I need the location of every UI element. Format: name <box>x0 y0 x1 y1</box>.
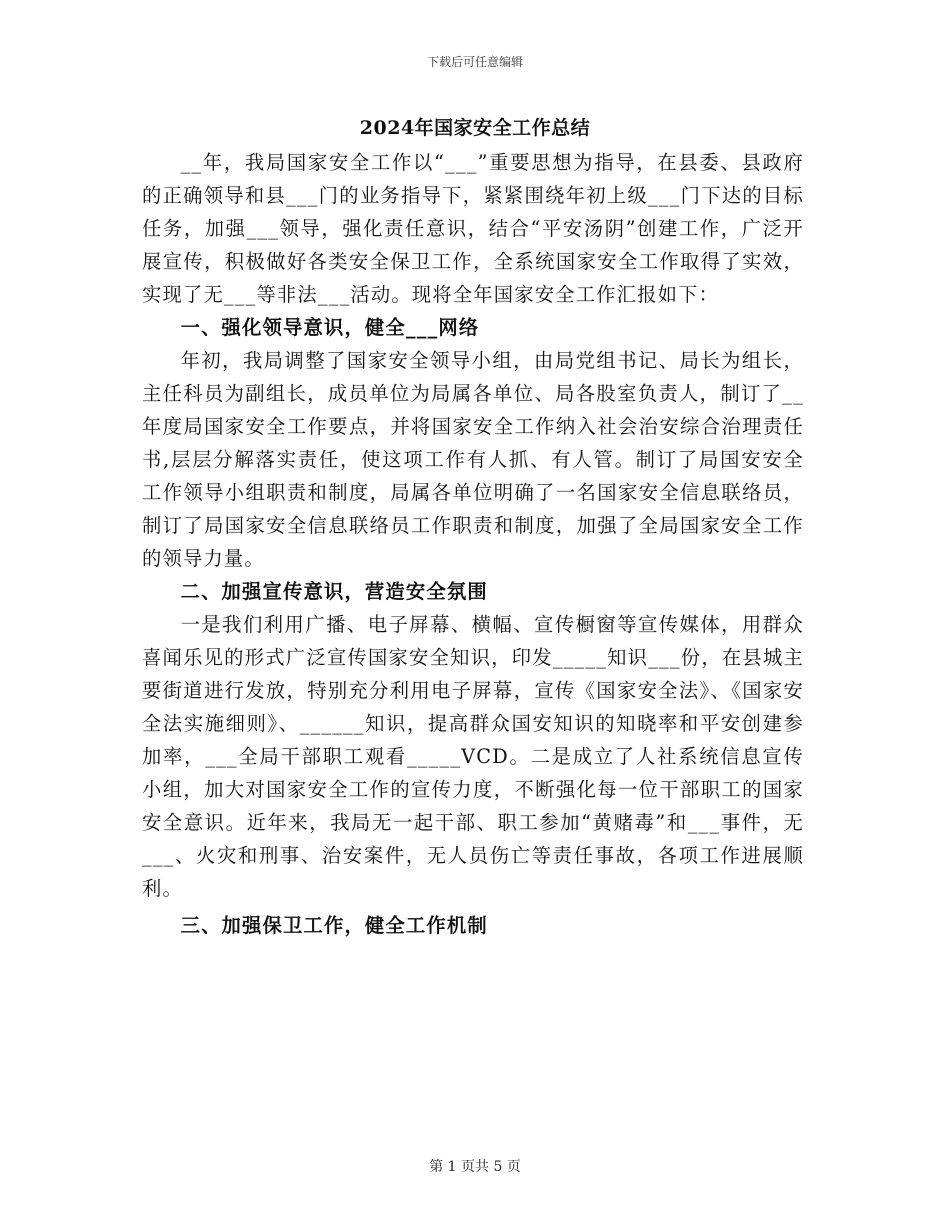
section-1-heading: 一、强化领导意识，健全___网络 <box>180 316 480 339</box>
document-title: 2024年国家安全工作总结 <box>359 117 591 139</box>
intro-paragraph: __年，我局国家安全工作以“___”重要思想为指导，在县委、县政府的正确领导和县___门的业务指导下，紧紧围绕年初上级___门下达的目标任务，加强___领导，强化责任意识，结合“平安汤阴”创建工作，广泛开展宣传，积极做好各类安全保卫工作，全系统国家安全工作取得了实效，实现了无___等非法___活动。现将全年国家安全工作汇报如下： <box>142 151 804 306</box>
page-number: 第 1 页共 5 页 <box>429 1159 521 1175</box>
section-1-paragraph: 年初，我局调整了国家安全领导小组，由局党组书记、局长为组长，主任科员为副组长，成员单位为局属各单位、局各股室负责人，制订了__年度局国家安全工作要点，并将国家安全工作纳入社会治安综合治理责任书,层层分解落实责任，使这项工作有人抓、有人管。制订了局国安安全工作领导小组职责和制度，局属各单位明确了一名国家安全信息联络员，制订了局国家安全信息联络员工作职责和制度，加强了全局国家安全工作的领导力量。 <box>142 349 804 570</box>
section-2-heading: 二、加强宣传意识，营造安全氛围 <box>180 580 488 603</box>
document-body <box>142 146 804 942</box>
header-note: 下载后可任意编辑 <box>426 55 523 69</box>
section-2-paragraph: 一是我们利用广播、电子屏幕、横幅、宣传橱窗等宣传媒体，用群众喜闻乐见的形式广泛宣传国家安全知识，印发_____知识___份，在县城主要街道进行发放，特别充分利用电子屏幕，宣传《国家安全法》、《国家安全法实施细则》、______知识，提高群众国安知识的知晓率和平安创建参加率，___全局干部职工观看_____VCD。二是成立了人社系统信息宣传小组，加大对国家安全工作的宣传力度，不断强化每一位干部职工的国家安全意识。近年来，我局无一起干部、职工参加“黄赌毒”和___事件，无___、火灾和刑事、治安案件，无人员伤亡等责任事故，各项工作进展顺利。 <box>142 613 804 900</box>
section-3-heading: 三、加强保卫工作，健全工作机制 <box>180 914 488 937</box>
